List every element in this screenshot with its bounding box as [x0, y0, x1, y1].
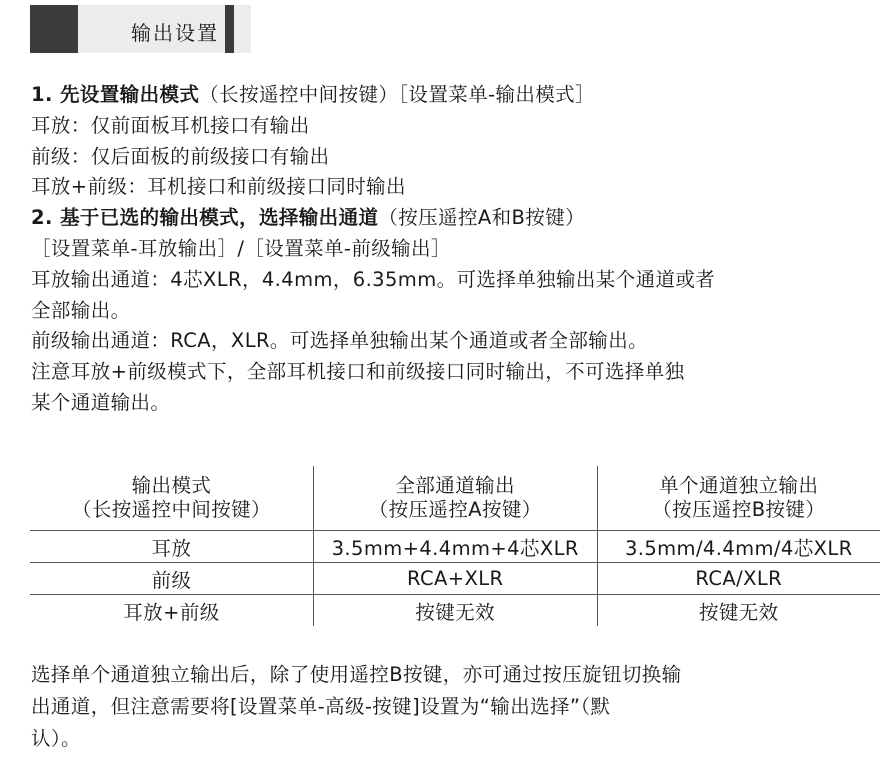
- mode-preamp-desc: 前级：仅后面板的前级接口有输出: [31, 144, 330, 168]
- output-modes-table: [30, 466, 880, 626]
- footer-line-3: 认）。: [31, 727, 81, 750]
- table-header-all-channels: 全部通道输出 （按压遥控A按键）: [313, 466, 597, 531]
- section-title: 输出设置: [131, 21, 219, 45]
- table-cell-all: RCA+XLR: [313, 563, 597, 595]
- section-header: [30, 5, 234, 53]
- table-cell-mode: 耳放+前级: [123, 600, 220, 624]
- footer-line-2: 出通道，但注意需要将[设置菜单-高级-按键]设置为“输出选择”（默: [31, 695, 611, 718]
- footer-line-1: 选择单个通道独立输出后，除了使用遥控B按键，亦可通过按压旋钮切换输: [31, 663, 682, 686]
- preamp-channels-line: 前级输出通道：RCA，XLR。可选择单独输出某个通道或者全部输出。: [31, 329, 649, 353]
- table-row: [30, 563, 880, 595]
- note-line-1: 注意耳放+前级模式下，全部耳机接口和前级接口同时输出，不可选择单独: [31, 360, 685, 384]
- headphone-channels-line-1: 耳放输出通道：4芯XLR，4.4mm，6.35mm。可选择单独输出某个通道或者: [31, 267, 716, 291]
- mode-both-desc: 耳放+前级：耳机接口和前级接口同时输出: [31, 175, 406, 199]
- table-header-mode: 输出模式 （长按遥控中间按键）: [30, 466, 313, 531]
- table-cell-all: 3.5mm+4.4mm+4芯XLR: [313, 531, 597, 563]
- step-2-heading: 2. 基于已选的输出模式，选择输出通道（按压遥控A和B按键）: [31, 206, 585, 230]
- table-cell-mode: 耳放: [30, 531, 313, 563]
- table-cell-all: 按键无效: [313, 595, 597, 627]
- table-header-row: [30, 466, 880, 531]
- section-header-end-bar: [225, 5, 234, 53]
- mode-headphone-desc: 耳放：仅前面板耳机接口有输出: [31, 113, 310, 137]
- table-header-single-channel: 单个通道独立输出 （按压遥控B按键）: [597, 466, 880, 531]
- note-line-2: 某个通道输出。: [31, 390, 171, 414]
- table-cell-mode: 前级: [30, 563, 313, 595]
- table-row: [30, 531, 880, 563]
- step-1-heading: 1. 先设置输出模式（长按遥控中间按键）［设置菜单-输出模式］: [31, 83, 595, 106]
- footer-note: [31, 659, 881, 755]
- table-row: [30, 595, 880, 627]
- table-cell-single: 按键无效: [597, 595, 880, 627]
- table-cell-single: 3.5mm/4.4mm/4芯XLR: [597, 531, 880, 563]
- menu-path-line: ［设置菜单-耳放输出］/［设置菜单-前级输出］: [31, 236, 451, 260]
- table-cell-single: RCA/XLR: [597, 563, 880, 595]
- headphone-channels-line-2: 全部输出。: [31, 298, 131, 322]
- instructions-body: [31, 80, 881, 419]
